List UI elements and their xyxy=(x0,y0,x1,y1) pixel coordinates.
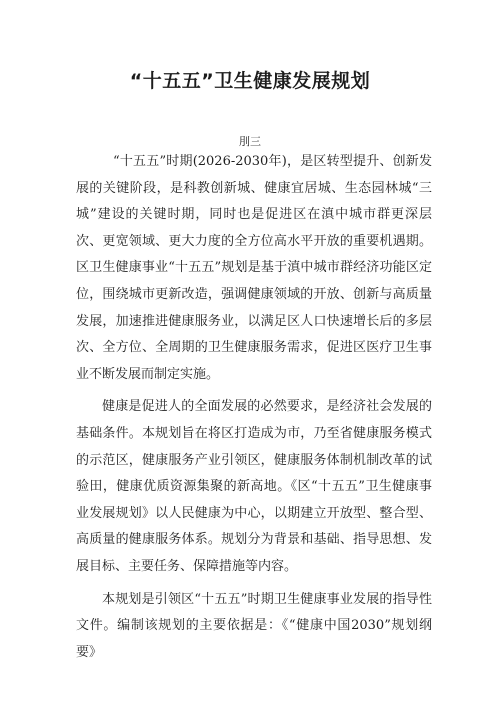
document-body xyxy=(76,149,432,672)
preface-heading: 刖三 xyxy=(239,135,261,148)
paragraph-2: 健康是促进人的全面发展的必然要求，是经济社会发展的基础条件。本规划旨在将区打造成为市，乃至省健康服务模式的示范区，健康服务产业引领区，健康服务体制机制改革的试验田，健康优质资源集聚的新高地。《区“十五五”卫生健康事业发展规划》以人民健康为中心，以期建立开放型、整合型、高质量的健康服务体系。规划分为背景和基础、指导思想、发展目标、主要任务、保障措施等内容。 xyxy=(76,399,432,574)
paragraph-1: “十五五”时期(2026-2030年)，是区转型提升、创新发展的关键阶段，是科教创新城、健康宜居城、生态园林城“三城”建设的关键时期，同时也是促进区在滇中城市群更深层次、更宽领域、更大力度的全方位高水平开放的重要机遇期。区卫生健康事业“十五五”规划是基于滇中城市群经济功能区定位，围绕城市更新改造，强调健康领域的开放、创新与高质量发展，加速推进健康服务业，以满足区人口快速增长后的多层次、全方位、全周期的卫生健康服务需求，促进区医疗卫生事业不断发展而制定实施。 xyxy=(76,154,432,382)
paragraph-3: 本规划是引领区“十五五”时期卫生健康事业发展的指导性文件。编制该规划的主要依据是：《“健康中国2030”规划纲要》 xyxy=(76,591,432,660)
document-title: “十五五”卫生健康发展规划 xyxy=(129,70,371,92)
